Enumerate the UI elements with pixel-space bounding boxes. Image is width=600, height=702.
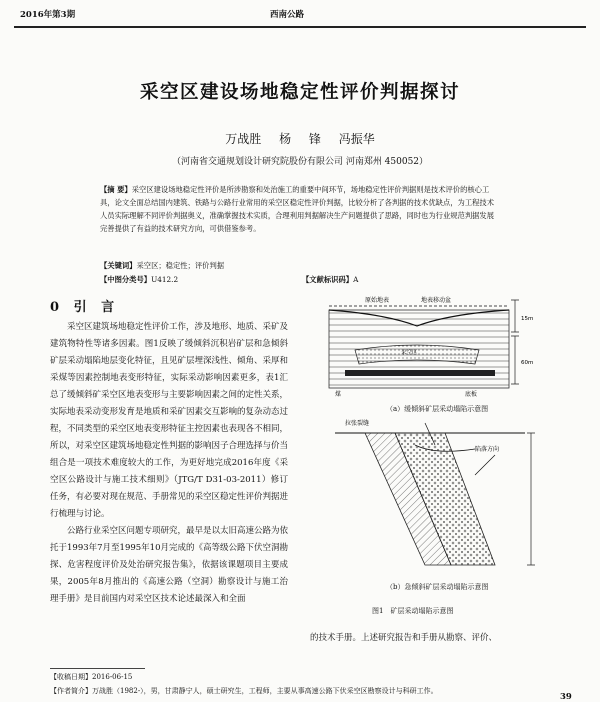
- affiliation: （河南省交通规划设计研究院股份有限公司 河南郑州 450052）: [171, 157, 429, 167]
- label-depression: 地表移动盆: [421, 297, 452, 304]
- section-title: 引 言: [73, 300, 115, 315]
- clc-number: [100, 275, 178, 285]
- label-floor: 底板: [465, 391, 478, 398]
- intro-paragraph-2: 公路行业采空区问题专项研究，最早是以太旧高速公路为依托于1993年7月至1995年10月完成的《高等级公路下伏空洞勘探、危害程度评价及处治研究报告集》，依据该课题项目主要成果，2005年8月推出的《高速公路（空洞）勘察设计与施工治理手册》是目前国内对采空区技术论述最深入和全面: [50, 526, 289, 604]
- doc-code-label: 【文献标识码】: [302, 275, 354, 284]
- figure-title: 图1 矿层采动塌陷示意图: [372, 607, 454, 615]
- figure-b-diagram: [325, 415, 545, 580]
- label-dim-top: 15m: [521, 316, 534, 322]
- section-number: 0: [50, 300, 60, 315]
- footnote-received: 【收稿日期】2016-06-15: [50, 673, 133, 681]
- label-goaf: 采空区: [401, 350, 418, 356]
- abstract-text: 采空区建设场地稳定性评价是所涉勘察和处治施工的重要中间环节，场地稳定性评价判据则是技术评价的核心工具，论文全面总结国内建筑、铁路与公路行业常用的采空区稳定性评价判据，比较分析了各判据的技术优缺点，为工程技术人员实际理解不同评价判据奥义，准确掌握技术实质，合理利用判据解决生产问题提供了思路，同时也为行业规范判据发展完善提供了有益的技术研究方向，可供借鉴参考。: [100, 185, 495, 233]
- clc-label: 【中图分类号】: [100, 275, 152, 284]
- intro-body: [50, 319, 288, 608]
- footnote-author: 【作者简介】万战胜（1982-），男，甘肃静宁人，硕士研究生，工程师，主要从事高速公路下伏采空区勘察设计与科研工作。: [50, 687, 438, 695]
- arrow-collapse: [475, 455, 495, 475]
- abstract: [100, 183, 500, 235]
- keywords-text: 采空区；稳定性；评价判据: [136, 261, 225, 270]
- clc-value: U412.2: [151, 275, 179, 284]
- doc-code-value: A: [353, 275, 359, 284]
- header-rule: [14, 26, 586, 28]
- figure-b-caption: （b）急倾斜矿层采动塌陷示意图: [386, 583, 489, 591]
- header-issue: 2016年第3期: [20, 10, 76, 20]
- document-code: [302, 275, 358, 285]
- dimension-depth: [527, 433, 535, 565]
- label-original-surface: 原始地表: [365, 297, 390, 304]
- dimension-mid: [511, 336, 519, 384]
- abstract-label: 【摘 要】: [100, 185, 132, 194]
- label-dim-mid: 60m: [521, 360, 534, 366]
- section-heading: [50, 296, 114, 315]
- coal-seam: [345, 370, 495, 376]
- label-collapse-direction: 陷落方向: [475, 446, 500, 453]
- keywords-label: 【关键词】: [100, 261, 137, 270]
- figure-a-diagram: [325, 292, 537, 402]
- authors: 万战胜 杨 锋 冯振华: [225, 132, 375, 146]
- page-number: 39: [560, 692, 572, 702]
- right-column-continuation: 的技术手册。上述研究报告和手册从勘察、评价、: [310, 633, 498, 643]
- label-tension-crack: 拉张裂缝: [345, 420, 370, 427]
- header-journal: 西南公路: [270, 10, 305, 20]
- paper-title: 采空区建设场地稳定性评价判据探讨: [139, 82, 460, 103]
- dimension-top: [511, 300, 519, 332]
- label-coal-bed: 煤: [335, 391, 342, 398]
- figure-a-caption: （a）缓倾斜矿层采动塌陷示意图: [386, 405, 489, 413]
- keywords: [100, 261, 224, 271]
- footnote-rule: [50, 668, 145, 669]
- intro-paragraph-1: 采空区建筑场地稳定性评价工作，涉及地形、地质、采矿及建筑物特性等诸多因素。图1反映了缓倾斜沉积岩矿层和急倾斜矿层采动塌陷地层变化特征，且见矿层埋深浅性、倾角、采厚和采煤等因素控制地表变形特征，实际采动影响因素更多，表1汇总了缓倾斜矿采空区地表变形与主要影响因素之间的定性关系，实际地表采动变形发育是地质和采矿因素交互影响的复杂动态过程，不同类型的采空区地表变形特征主控因素也表现各不相同，所以，对采空区建筑场地稳定性判据的影响因子合理选择与价当组合是一项技术难度较大的工作，为更好地完成2016年度《采空区公路设计与施工技术细则》（JTG/T D31-03-2011）修订任务，有必要对现在规范、手册常见的采空区稳定性评价判据进行梳理与讨论。: [50, 322, 289, 519]
